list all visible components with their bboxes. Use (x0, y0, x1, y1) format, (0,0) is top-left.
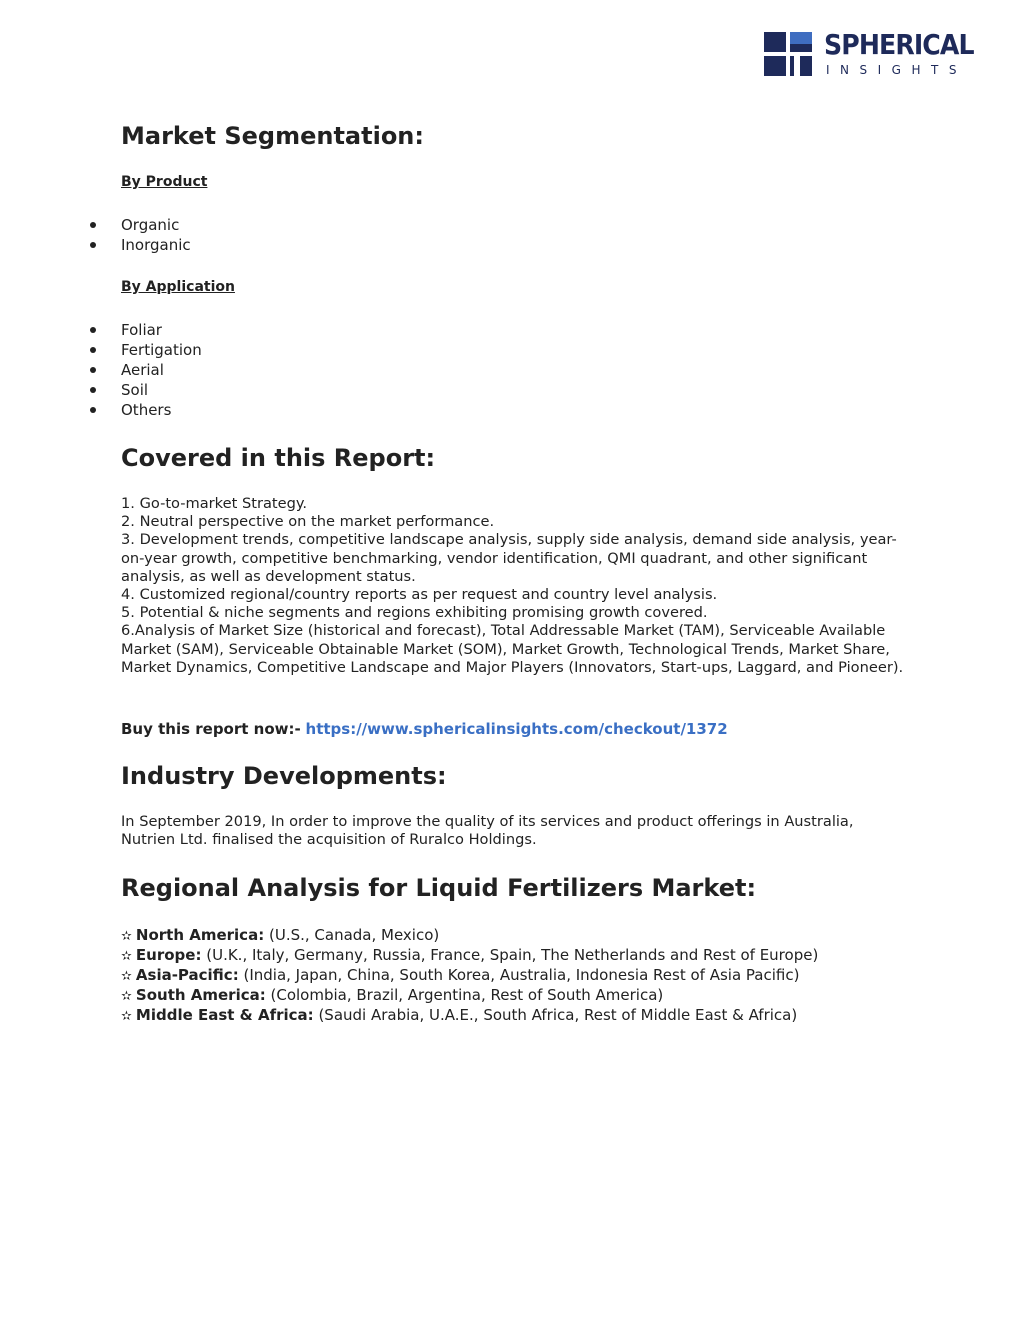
bullet-icon (90, 407, 96, 413)
regional-analysis-heading: Regional Analysis for Liquid Fertilizers Market: (121, 874, 757, 902)
spherical-insights-logo (764, 30, 974, 78)
list-item: Fertigation (0, 340, 202, 360)
covered-item: 5. Potential & niche segments and regions exhibiting promising growth covered. (121, 604, 708, 622)
covered-list (121, 495, 911, 677)
region-list (121, 925, 818, 1025)
by-application-label: By Application (121, 279, 235, 295)
region-item: ✫ Asia-Pacific: (India, Japan, China, South Korea, Australia, Indonesia Rest of Asia Pacific) (121, 966, 800, 984)
bullet-icon (90, 367, 96, 373)
region-item: ✫ South America: (Colombia, Brazil, Argentina, Rest of South America) (121, 986, 664, 1004)
covered-item: 4. Customized regional/country reports as per request and country level analysis. (121, 586, 718, 604)
product-list (0, 215, 191, 255)
industry-developments-text: In September 2019, In order to improve the quality of its services and product offerings in Australia, Nutrien Ltd. finalised the acquisition of Ruralco Holdings. (121, 813, 854, 849)
star-icon: ✫ (121, 969, 132, 984)
bullet-icon (90, 387, 96, 393)
covered-heading: Covered in this Report: (121, 444, 436, 472)
list-item: Soil (0, 380, 202, 400)
bullet-icon (90, 242, 96, 248)
list-item: Organic (0, 215, 191, 235)
covered-item: 1. Go-to-market Strategy. (121, 495, 308, 512)
star-icon: ✫ (121, 989, 132, 1004)
logo-tagline: INSIGHTS (826, 63, 967, 77)
covered-item: 2. Neutral perspective on the market performance. (121, 513, 495, 531)
list-item: Inorganic (0, 235, 191, 255)
covered-item: 6.Analysis of Market Size (historical and forecast), Total Addressable Market (TAM), Serviceable Available Market (SAM), Serviceable Obtainable Market (SOM), Market Growth, Technological Trends, Market Share, Market Dynamics, Competitive Landscape and Major Players (Innovators, Start-ups, Laggard, and Pioneer). (121, 622, 904, 676)
checkout-link[interactable]: https://www.sphericalinsights.com/checkout/1372 (305, 720, 728, 738)
bullet-icon (90, 222, 96, 228)
region-item: ✫ Middle East & Africa: (Saudi Arabia, U.A.E., South Africa, Rest of Middle East & Africa) (121, 1006, 798, 1024)
buy-label: Buy this report now:- (121, 720, 301, 738)
star-icon: ✫ (121, 1009, 132, 1024)
market-segmentation-heading: Market Segmentation: (121, 122, 424, 150)
star-icon: ✫ (121, 949, 132, 964)
list-item: Aerial (0, 360, 202, 380)
buy-report-line (121, 719, 728, 739)
star-icon: ✫ (121, 929, 132, 944)
bullet-icon (90, 327, 96, 333)
by-product-label: By Product (121, 174, 208, 190)
covered-item: 3. Development trends, competitive landscape analysis, supply side analysis, demand side analysis, year-on-year growth, competitive benchmarking, vendor identification, QMI quadrant, and other significant analysis, as well as development status. (121, 531, 897, 585)
logo-mark-icon (764, 32, 812, 76)
list-item: Others (0, 400, 202, 420)
logo-brand-text: SPHERICAL (824, 28, 974, 61)
region-item: ✫ North America: (U.S., Canada, Mexico) (121, 926, 440, 944)
application-list (0, 320, 202, 420)
region-item: ✫ Europe: (U.K., Italy, Germany, Russia, France, Spain, The Netherlands and Rest of Europe) (121, 946, 819, 964)
bullet-icon (90, 347, 96, 353)
industry-developments-heading: Industry Developments: (121, 762, 447, 790)
list-item: Foliar (0, 320, 202, 340)
